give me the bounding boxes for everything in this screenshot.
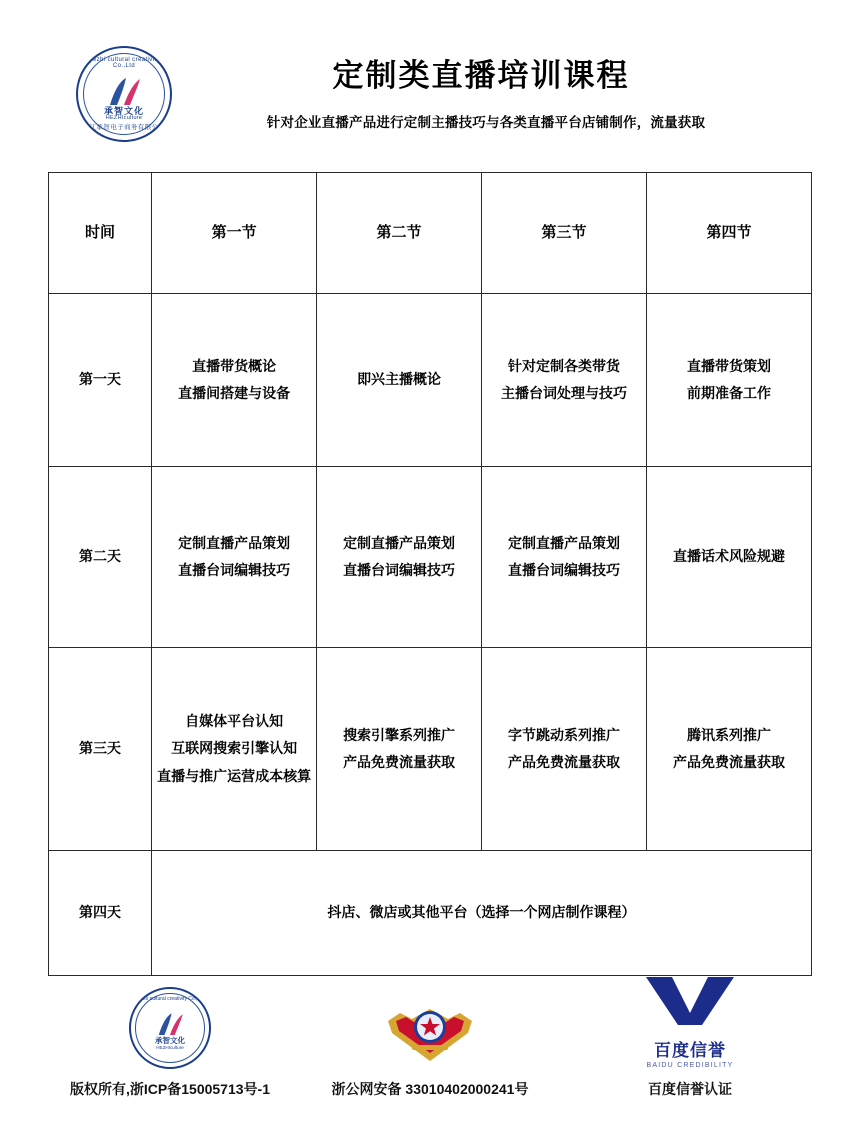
table-cell <box>152 294 317 467</box>
logo-container <box>70 42 178 142</box>
cell-line: 互联网搜索引擎认知 <box>171 740 298 757</box>
table-header-row <box>49 173 812 294</box>
table-cell <box>317 294 482 467</box>
page-subtitle: 针对企业直播产品进行定制主播技巧与各类直播平台店铺制作，流量获取 <box>266 115 706 130</box>
baidu-label-en: BAIDU CREDIBILITY <box>646 1062 734 1069</box>
footer-badges <box>0 973 860 1069</box>
footer-police-text[interactable]: 浙公网安备 33010402000241号 <box>331 1081 529 1097</box>
footer-icp-text: 版权所有,浙ICP备15005713号-1 <box>70 1081 270 1097</box>
seal-arc-top-text: Hezhi cultural creativity Co.,Ltd <box>88 57 160 69</box>
seal-company-sub: HEZHIculture <box>105 115 143 121</box>
cell-line: 直播台词编辑技巧 <box>508 562 621 578</box>
cell-line: 产品免费流量获取 <box>673 754 785 770</box>
badge-company-seal <box>70 987 270 1069</box>
cell-line: 直播台词编辑技巧 <box>343 562 456 578</box>
schedule-table-container <box>48 172 812 976</box>
badge-baidu-credibility[interactable] <box>590 973 790 1069</box>
cell-line: 主播台词处理与技巧 <box>501 385 628 401</box>
row-time-label: 第三天 <box>49 648 152 851</box>
title-block <box>178 42 800 131</box>
company-seal-icon <box>76 46 172 142</box>
table-cell <box>647 294 812 467</box>
seal-arc-bottom-text: 浙江承智电子商务有限公司 <box>82 124 166 131</box>
table-cell <box>647 648 812 851</box>
seal-arc-top-text: Hezhi cultural creativity Co.,Ltd <box>135 996 205 1002</box>
cell-line: 即兴主播概论 <box>357 371 442 388</box>
cell-line: 直播间搭建与设备 <box>178 385 291 401</box>
cell-line: 自媒体平台认知 <box>185 713 284 730</box>
table-header-cell: 时间 <box>49 173 152 294</box>
footer-captions <box>0 1079 860 1099</box>
table-row <box>49 851 812 976</box>
cell-line: 前期准备工作 <box>687 385 771 401</box>
cell-line: 直播带货概论 <box>192 357 277 374</box>
table-header-cell: 第二节 <box>317 173 482 294</box>
seal-company-sub: HEZHIculture <box>156 1045 184 1050</box>
cell-line: 产品免费流量获取 <box>508 754 621 770</box>
table-cell <box>317 467 482 648</box>
cell-line: 定制直播产品策划 <box>508 534 621 551</box>
footer-baidu-text[interactable]: 百度信誉认证 <box>648 1081 732 1097</box>
baidu-label: 百度信誉 <box>654 1041 726 1060</box>
document-header <box>0 0 860 142</box>
company-seal-icon-small <box>129 987 211 1069</box>
cell-line: 直播台词编辑技巧 <box>178 562 291 578</box>
baidu-badge-container <box>615 973 765 1069</box>
table-row <box>49 294 812 467</box>
cell-line: 产品免费流量获取 <box>343 754 456 770</box>
table-cell <box>152 467 317 648</box>
police-badge-icon <box>382 987 478 1069</box>
cell-line: 直播话术风险规避 <box>673 548 785 565</box>
row-time-label: 第一天 <box>49 294 152 467</box>
page-title: 定制类直播培训课程 <box>332 58 630 93</box>
table-cell <box>647 467 812 648</box>
table-header-cell: 第三节 <box>482 173 647 294</box>
cell-line: 字节跳动系列推广 <box>508 726 621 743</box>
cell-line: 搜索引擎系列推广 <box>343 726 456 743</box>
cell-line: 针对定制各类带货 <box>508 357 621 374</box>
cell-line: 直播与推广运营成本核算 <box>157 767 312 784</box>
table-row <box>49 648 812 851</box>
table-row <box>49 467 812 648</box>
table-cell <box>317 648 482 851</box>
row-time-label: 第四天 <box>49 851 152 976</box>
cell-line: 腾讯系列推广 <box>687 726 771 743</box>
baidu-v-icon <box>642 973 738 1029</box>
table-header-cell: 第四节 <box>647 173 812 294</box>
seal-company-name: 承智文化 <box>103 106 144 116</box>
cell-line: 定制直播产品策划 <box>343 534 456 551</box>
table-cell-wide: 抖店、微店或其他平台（选择一个网店制作课程） <box>152 851 812 976</box>
schedule-table <box>48 172 812 976</box>
table-cell <box>482 648 647 851</box>
cell-line: 直播带货策划 <box>687 357 771 374</box>
table-cell <box>482 467 647 648</box>
seal-company-name: 承智文化 <box>155 1036 185 1045</box>
table-cell <box>152 648 317 851</box>
table-header-cell: 第一节 <box>152 173 317 294</box>
row-time-label: 第二天 <box>49 467 152 648</box>
table-cell <box>482 294 647 467</box>
cell-line: 定制直播产品策划 <box>178 534 291 551</box>
badge-police-record[interactable] <box>330 987 530 1069</box>
document-footer <box>0 973 860 1099</box>
